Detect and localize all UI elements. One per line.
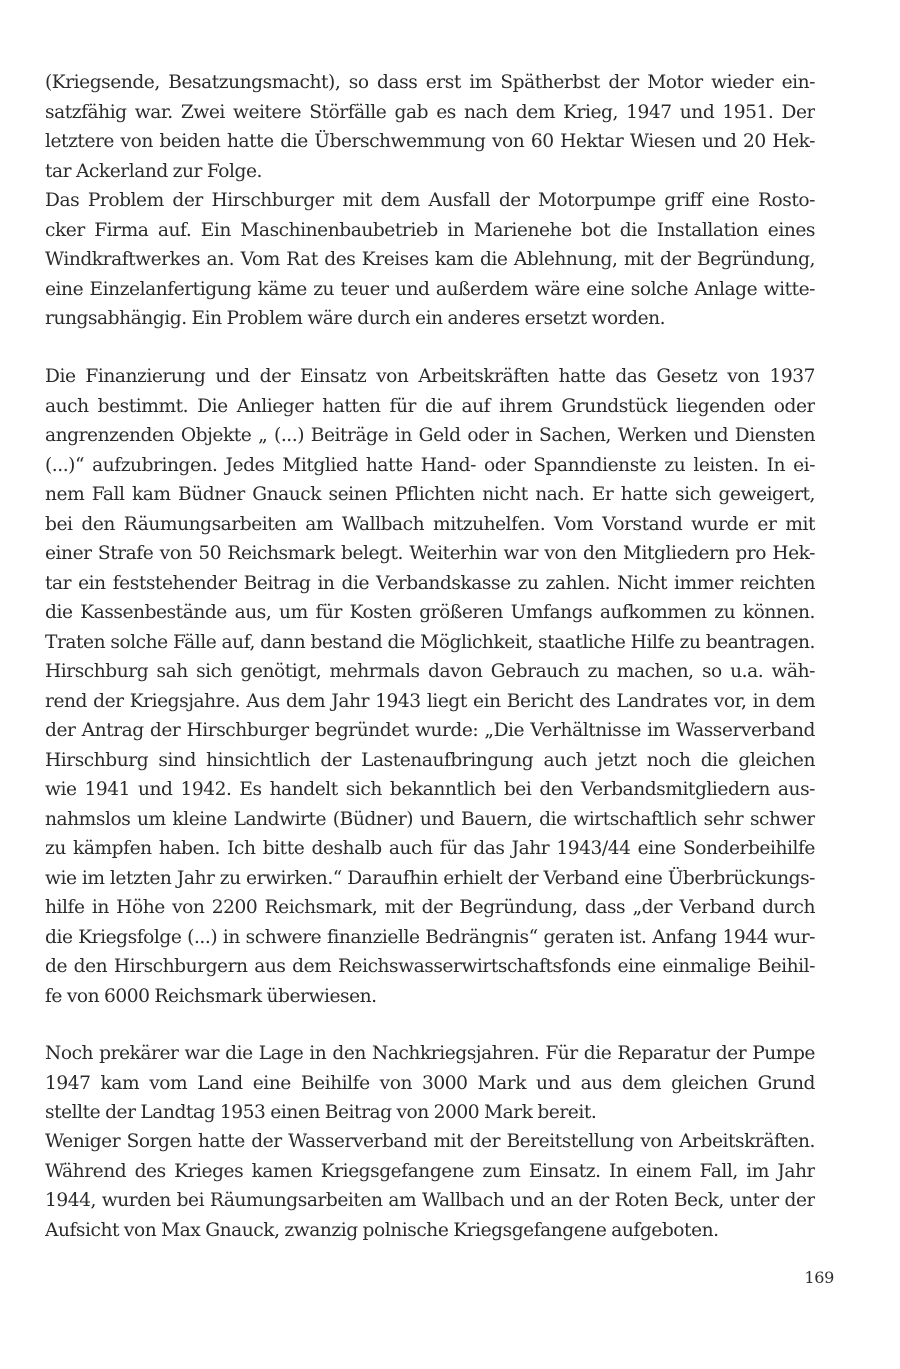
paragraph-4 [45, 1039, 815, 1128]
text-line: de den Hirschburgern aus dem Reichswasserwirtschaftsfonds eine einmalige Beihil- [45, 956, 815, 977]
text-line: Weniger Sorgen hatte der Wasserverband mit der Bereitstellung von Arbeitskräften. [45, 1131, 815, 1152]
text-line: rungsabhängig. Ein Problem wäre durch ein anderes ersetzt worden. [45, 308, 666, 329]
text-line: Windkraftwerkes an. Vom Rat des Kreises kam die Ablehnung, mit der Begründung, [45, 249, 815, 270]
text-line: angrenzenden Objekte „ (...) Beiträge in Geld oder in Sachen, Werken und Diensten [45, 425, 815, 446]
paragraph-5 [45, 1127, 815, 1245]
text-line: die Kriegsfolge (...) in schwere finanzielle Bedrängnis“ geraten ist. Anfang 1944 wur- [45, 926, 815, 948]
text-line: cker Firma auf. Ein Maschinenbaubetrieb in Marienehe bot die Installation eines [45, 219, 815, 241]
text-line: der Antrag der Hirschburger begründet wurde: „Die Verhältnisse im Wasserverband [45, 720, 815, 741]
paragraph-3 [45, 362, 815, 1011]
text-line: wie im letzten Jahr zu erwirken.“ Daraufhin erhielt der Verband eine Überbrückungs- [45, 867, 815, 889]
text-line: auch bestimmt. Die Anlieger hatten für die auf ihrem Grundstück liegenden oder [45, 395, 815, 417]
text-line: die Kassenbestände aus, um für Kosten größeren Umfangs aufkommen zu können. [45, 602, 815, 623]
page-number: 169 [804, 1268, 834, 1287]
text-line: satzfähig war. Zwei weitere Störfälle gab es nach dem Krieg, 1947 und 1951. Der [45, 101, 815, 123]
text-line: Hirschburg sah sich genötigt, mehrmals davon Gebrauch zu machen, so u.a. wäh- [45, 661, 815, 682]
text-line: eine Einzelanfertigung käme zu teuer und außerdem wäre eine solche Anlage witte- [45, 278, 815, 300]
text-line: Während des Krieges kamen Kriegsgefangene zum Einsatz. In einem Fall, im Jahr [45, 1160, 815, 1182]
text-line: 1944, wurden bei Räumungsarbeiten am Wallbach und an der Roten Beck, unter der [45, 1190, 815, 1211]
text-line: einer Strafe von 50 Reichsmark belegt. Weiterhin war von den Mitgliedern pro Hek- [45, 543, 815, 564]
paragraph-2 [45, 186, 815, 334]
paragraph-1 [45, 68, 815, 186]
text-line: Aufsicht von Max Gnauck, zwanzig polnische Kriegsgefangene aufgeboten. [45, 1219, 719, 1241]
text-line: Traten solche Fälle auf, dann bestand die Möglichkeit, staatliche Hilfe zu beantragen. [45, 631, 815, 653]
text-line: zu kämpfen haben. Ich bitte deshalb auch für das Jahr 1943/44 eine Sonderbeihilfe [45, 838, 815, 859]
text-line: nem Fall kam Büdner Gnauck seinen Pflichten nicht nach. Er hatte sich geweigert, [45, 484, 815, 505]
text-line: Noch prekärer war die Lage in den Nachkriegsjahren. Für die Reparatur der Pumpe [45, 1043, 815, 1064]
text-line: tar ein feststehender Beitrag in die Verbandskasse zu zahlen. Nicht immer reichten [45, 572, 815, 594]
text-line: wie 1941 und 1942. Es handelt sich bekanntlich bei den Verbandsmitgliedern aus- [45, 779, 815, 800]
text-line: (Kriegsende, Besatzungsmacht), so dass erst im Spätherbst der Motor wieder ein- [45, 72, 815, 93]
text-line: 1947 kam vom Land eine Beihilfe von 3000 Mark und aus dem gleichen Grund [45, 1072, 815, 1094]
text-line: nahmslos um kleine Landwirte (Büdner) und Bauern, die wirtschaftlich sehr schwer [45, 808, 815, 830]
text-line: letztere von beiden hatte die Überschwemmung von 60 Hektar Wiesen und 20 Hek- [45, 131, 815, 152]
text-line: hilfe in Höhe von 2200 Reichsmark, mit der Begründung, dass „der Verband durch [45, 897, 815, 918]
text-line: Das Problem der Hirschburger mit dem Ausfall der Motorpumpe griff eine Rosto- [45, 190, 815, 211]
text-line: bei den Räumungsarbeiten am Wallbach mitzuhelfen. Vom Vorstand wurde er mit [45, 513, 815, 535]
text-line: stellte der Landtag 1953 einen Beitrag von 2000 Mark bereit. [45, 1102, 597, 1123]
text-line: rend der Kriegsjahre. Aus dem Jahr 1943 liegt ein Bericht des Landrates vor, in dem [45, 690, 815, 712]
text-line: (...)“ aufzubringen. Jedes Mitglied hatte Hand- oder Spanndienste zu leisten. In ei- [45, 454, 815, 476]
text-line: Die Finanzierung und der Einsatz von Arbeitskräften hatte das Gesetz von 1937 [45, 366, 815, 387]
text-line: tar Ackerland zur Folge. [45, 160, 262, 182]
text-line: Hirschburg sind hinsichtlich der Lastenaufbringung auch jetzt noch die gleichen [45, 749, 815, 771]
text-line: fe von 6000 Reichsmark überwiesen. [45, 985, 377, 1007]
